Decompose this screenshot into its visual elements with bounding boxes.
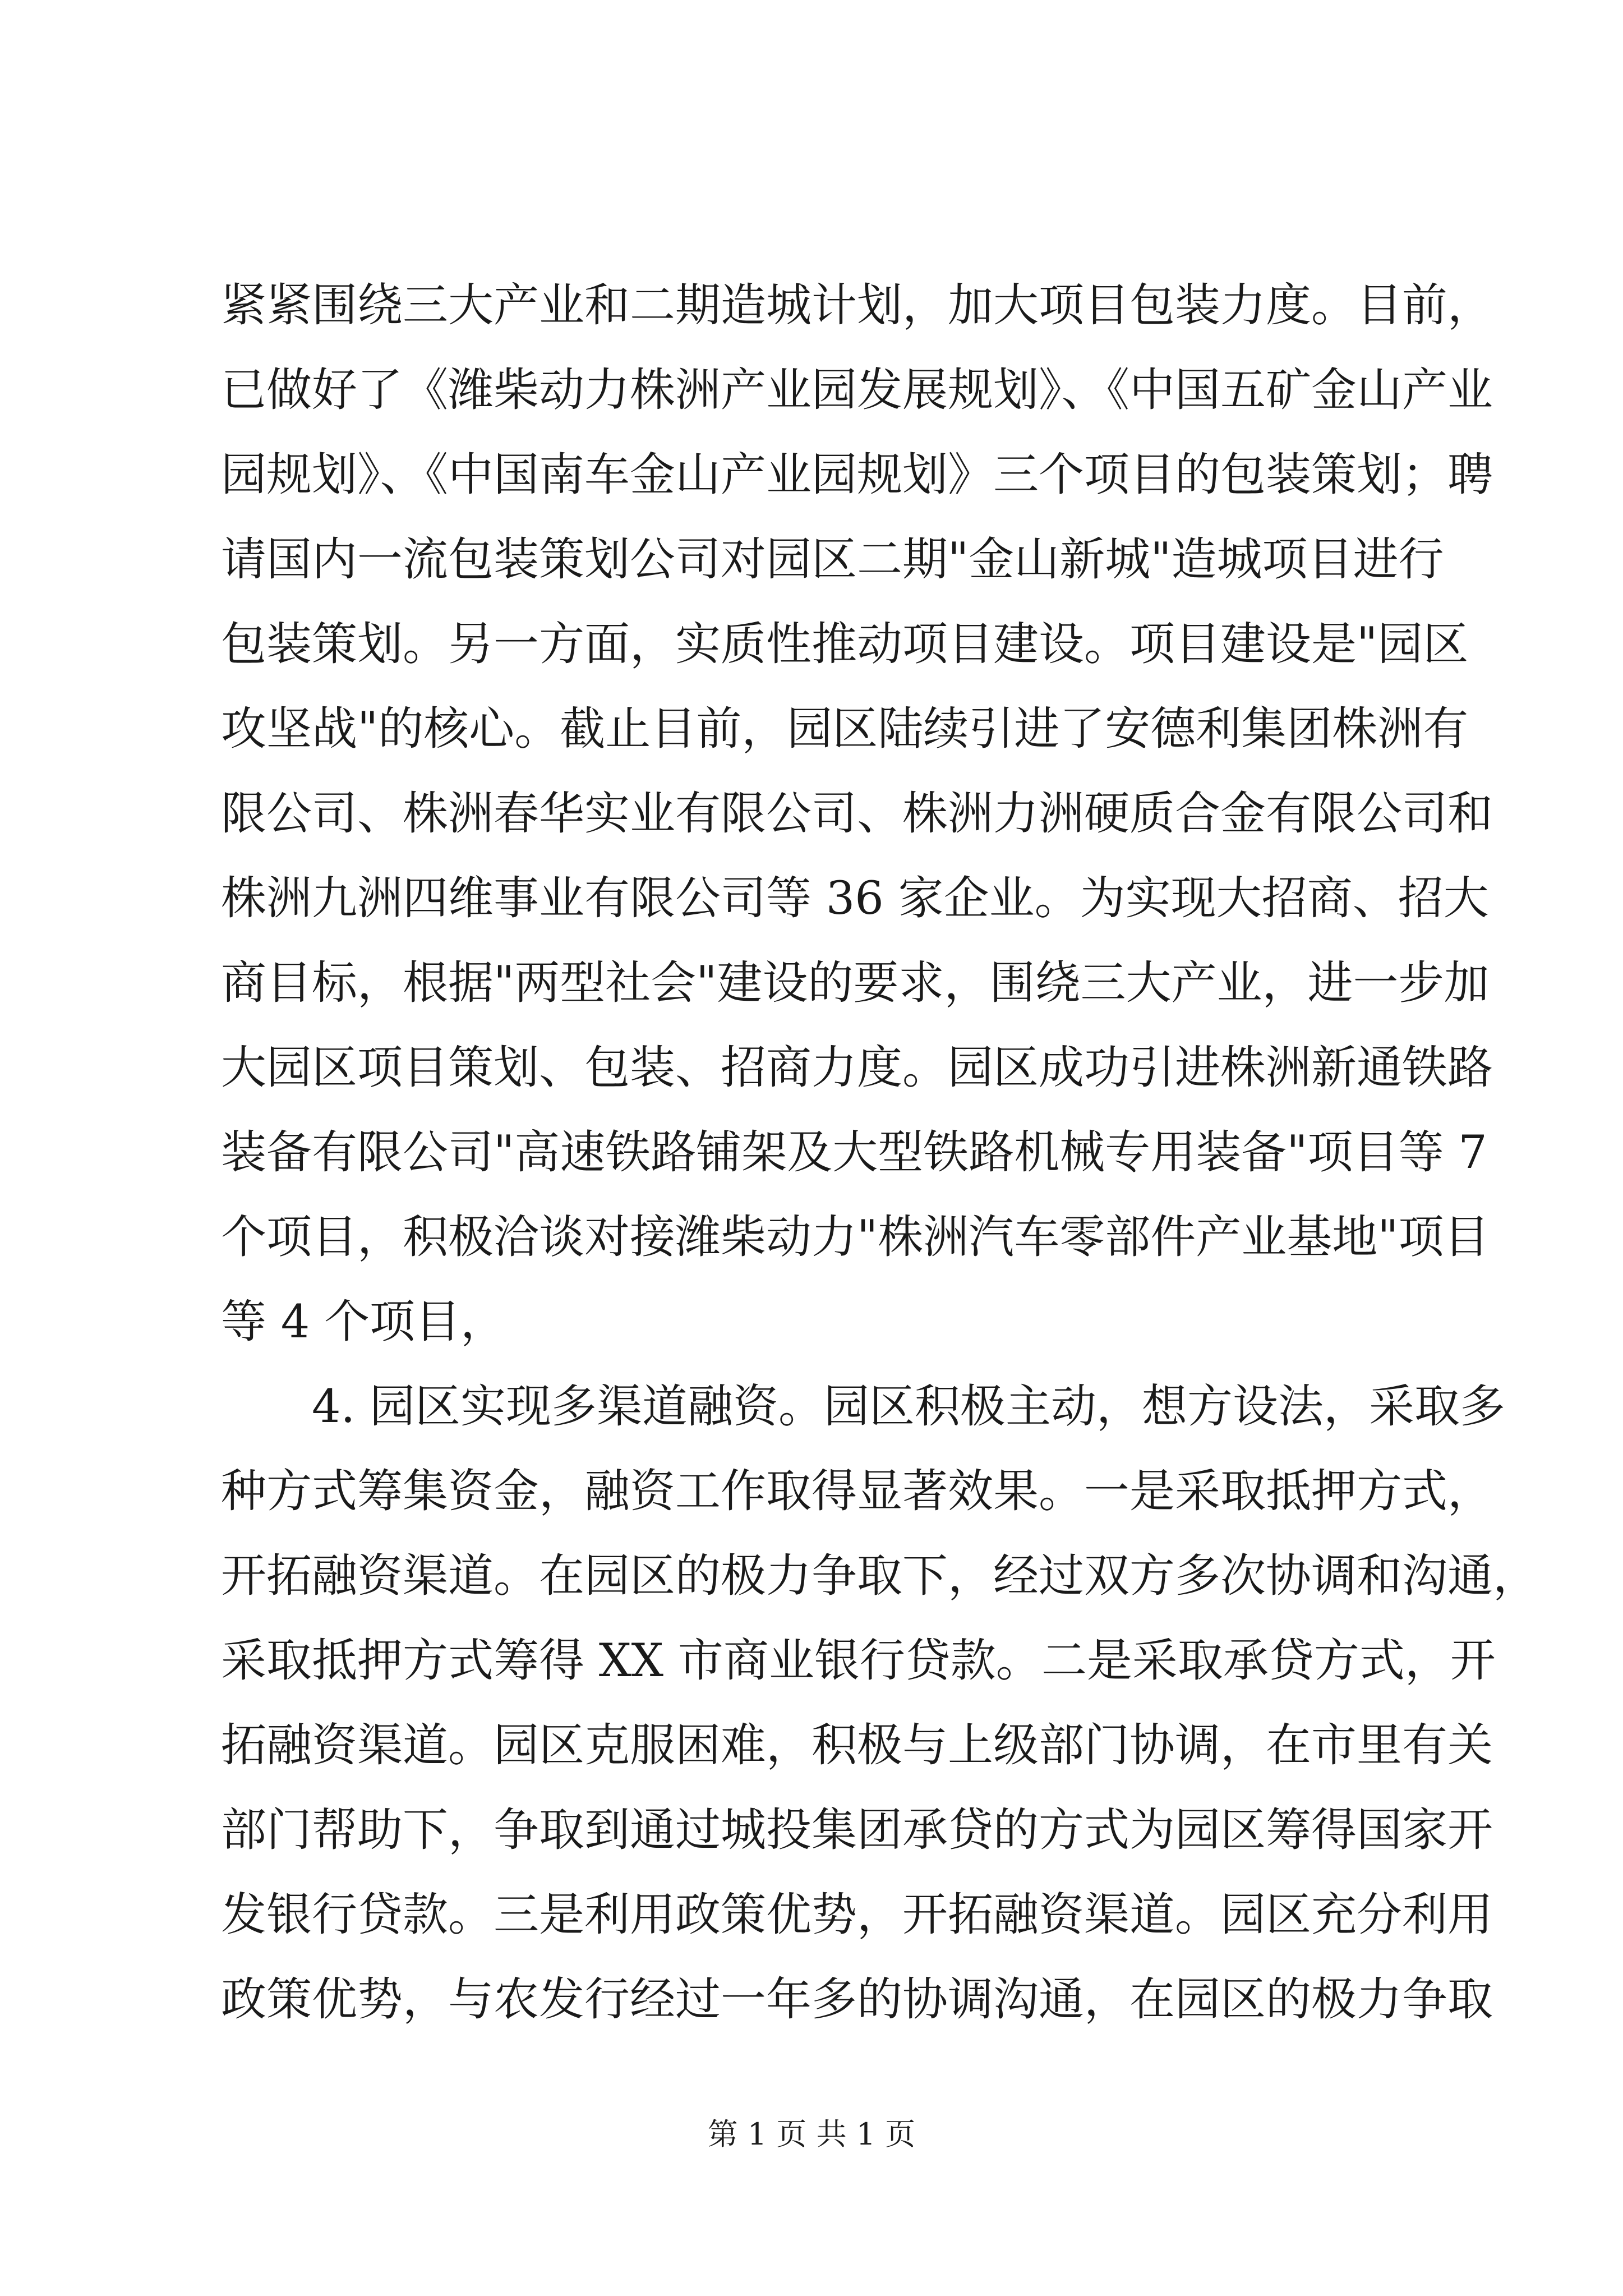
text-line-13: 等 4 个项目， [221, 1296, 506, 1349]
text-line-8: 株洲九洲四维事业有限公司等 36 家企业。为实现大招商、招大 [221, 872, 1489, 925]
text-line-3: 园规划》、《中国南车金山产业园规划》三个项目的包装策划；聘 [221, 449, 1493, 501]
text-line-10: 大园区项目策划、包装、招商力度。园区成功引进株洲新通铁路 [221, 1042, 1493, 1094]
text-line-1: 紧紧围绕三大产业和二期造城计划，加大项目包装力度。目前， [221, 279, 1493, 332]
text-line-19: 部门帮助下，争取到通过城投集团承贷的方式为园区筹得国家开 [221, 1804, 1493, 1857]
page-number-label: 第 1 页 共 1 页 [707, 2116, 916, 2152]
body-text [221, 264, 1539, 2042]
text-line-2: 已做好了《潍柴动力株洲产业园发展规划》、《中国五矿金山产业 [221, 364, 1493, 417]
text-line-14: 4. 园区实现多渠道融资。园区积极主动，想方设法，采取多 [312, 1381, 1506, 1433]
text-line-18: 拓融资渠道。园区克服困难，积极与上级部门协调，在市里有关 [221, 1719, 1493, 1772]
text-line-4: 请国内一流包装策划公司对园区二期"金山新城"造城项目进行 [221, 533, 1444, 586]
page-footer [0, 2115, 1623, 2154]
text-line-15: 种方式筹集资金，融资工作取得显著效果。一是采取抵押方式， [221, 1465, 1493, 1518]
text-line-11: 装备有限公司"高速铁路铺架及大型铁路机械专用装备"项目等 7 [221, 1126, 1487, 1179]
text-line-16: 开拓融资渠道。在园区的极力争取下，经过双方多次协调和沟通， [221, 1550, 1539, 1603]
text-line-21: 政策优势，与农发行经过一年多的协调沟通，在园区的极力争取 [221, 1973, 1493, 2026]
text-line-20: 发银行贷款。三是利用政策优势，开拓融资渠道。园区充分利用 [221, 1889, 1493, 1941]
text-line-17: 采取抵押方式筹得 XX 市商业银行贷款。二是采取承贷方式，开 [221, 1635, 1496, 1687]
text-line-5: 包装策划。另一方面，实质性推动项目建设。项目建设是"园区 [221, 618, 1469, 671]
text-line-9: 商目标，根据"两型社会"建设的要求，围绕三大产业，进一步加 [221, 957, 1490, 1010]
text-line-12: 个项目，积极洽谈对接潍柴动力"株洲汽车零部件产业基地"项目 [221, 1211, 1490, 1264]
text-line-7: 限公司、株洲春华实业有限公司、株洲力洲硬质合金有限公司和 [221, 788, 1493, 840]
text-line-6: 攻坚战"的核心。截止目前，园区陆续引进了安德利集团株洲有 [221, 703, 1469, 756]
